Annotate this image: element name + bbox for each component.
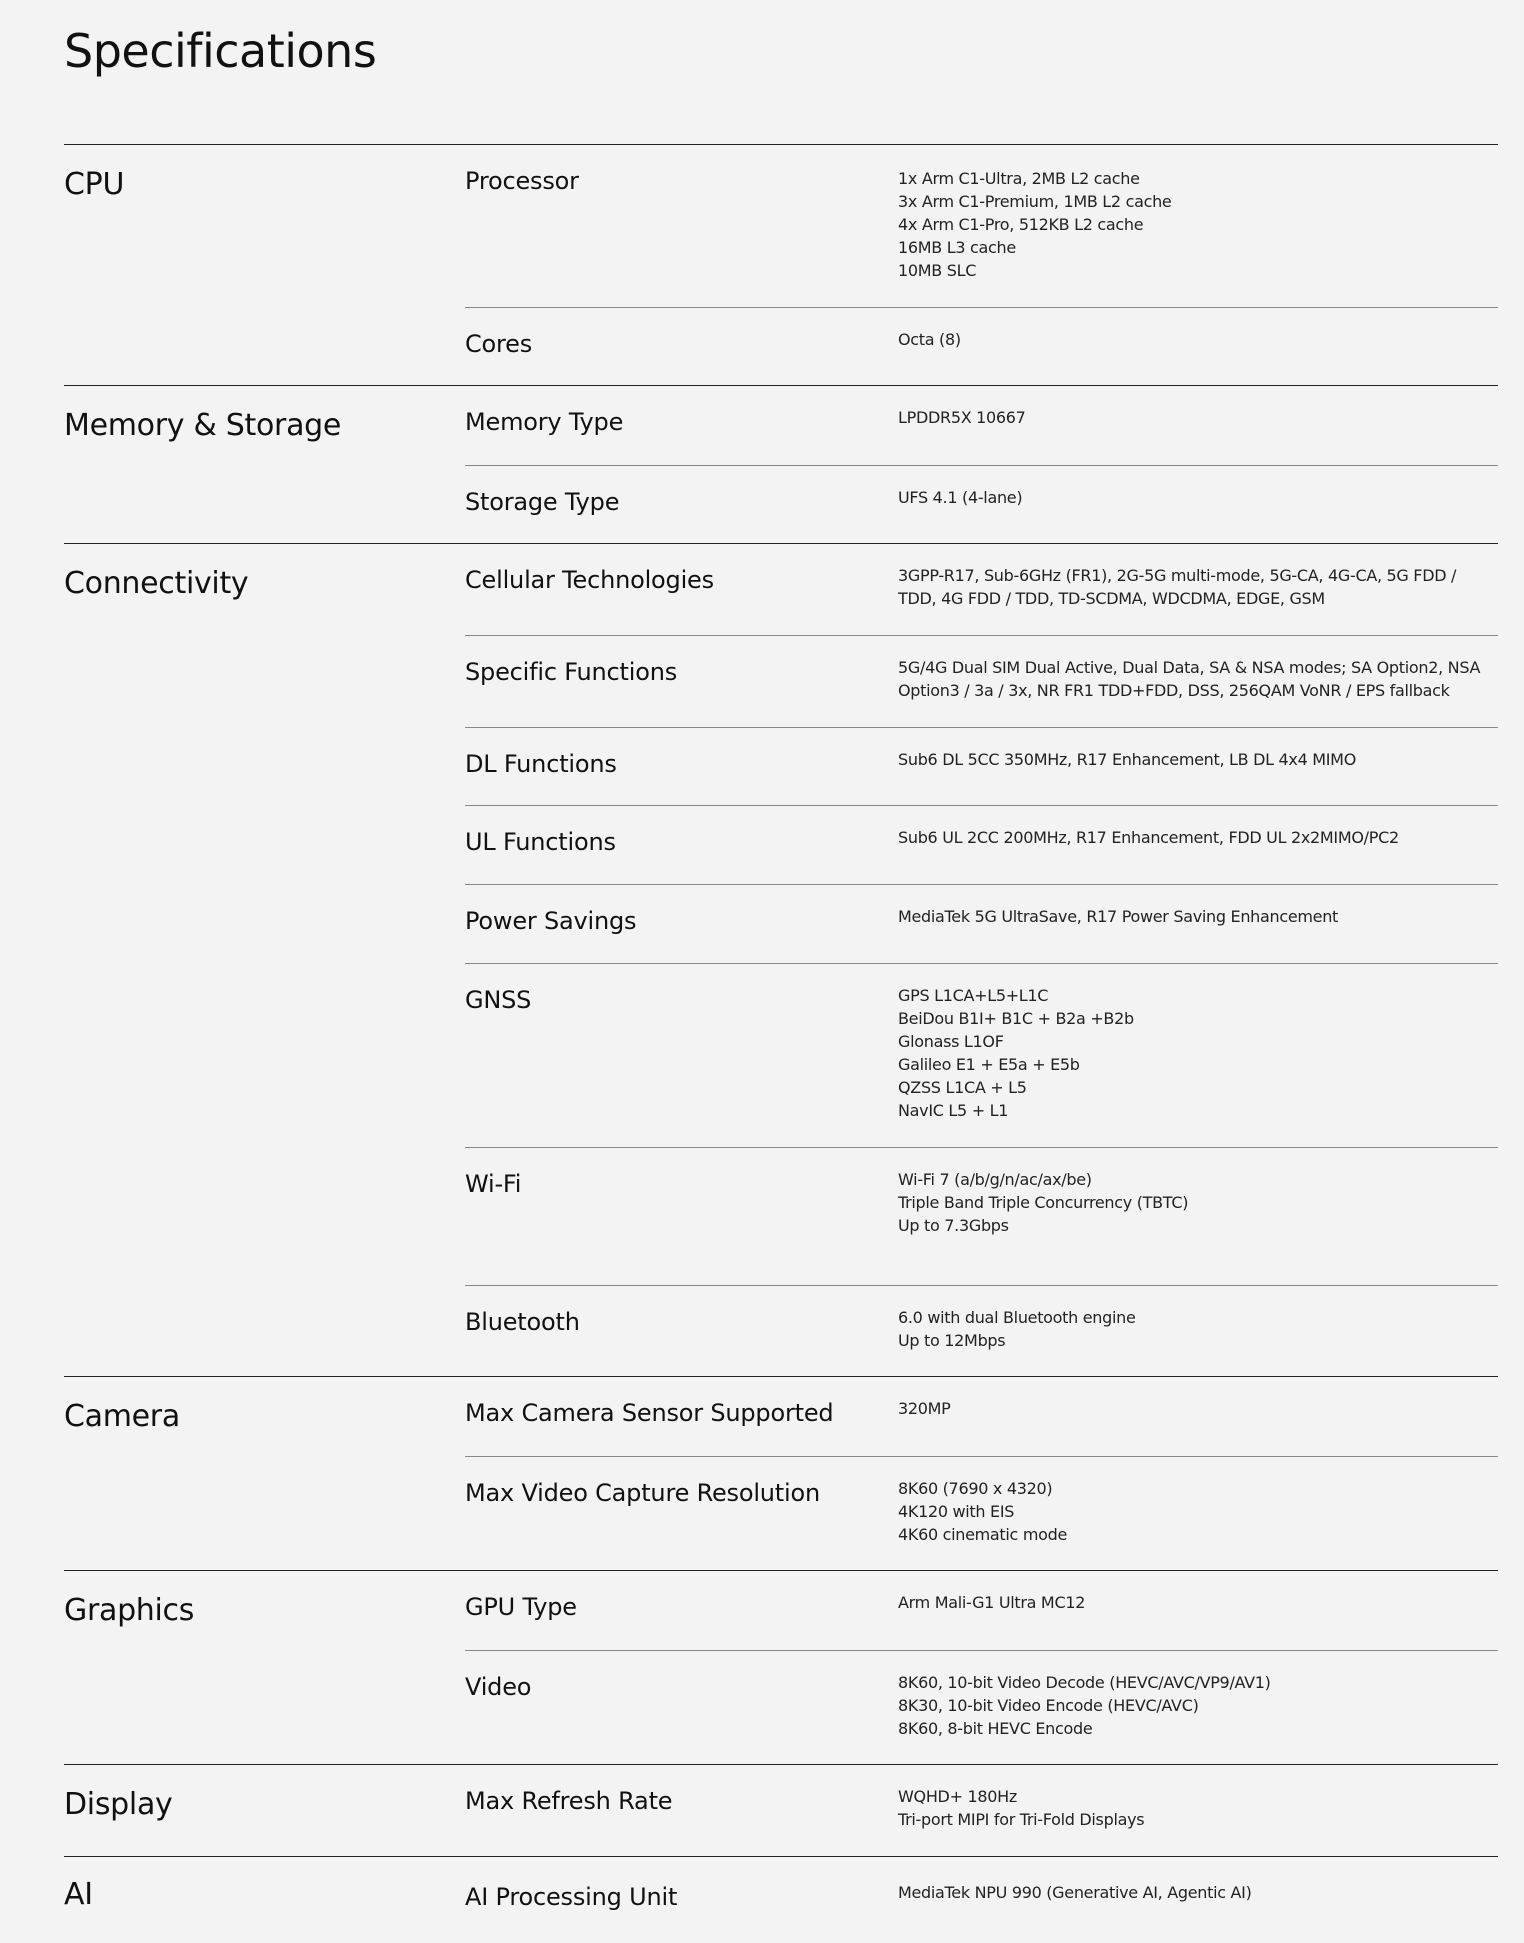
spec-value: 320MP [898,1399,951,1418]
spec-row-video [465,1650,1498,1765]
spec-value: LPDDR5X 10667 [898,408,1026,427]
spec-row-specific-functions [465,635,1498,727]
spec-label: Bluetooth [465,1308,580,1336]
spec-value: 5G/4G Dual SIM Dual Active, Dual Data, SA & NSA modes; SA Option2, NSA Option3 / 3a / 3x, NR FR1 TDD+FDD, DSS, 256QAM VoNR / EPS fallback [898,658,1481,700]
specifications-table [64,144,1498,1942]
spec-row-memory-type [465,386,1498,465]
spec-row-processor [465,145,1498,307]
section-name: Graphics [64,1593,195,1628]
section-ai [64,1856,1498,1942]
spec-row-cellular-technologies [465,544,1498,635]
spec-label: GNSS [465,986,532,1014]
spec-row-max-camera-sensor [465,1377,1498,1456]
spec-label: Wi-Fi [465,1170,522,1198]
spec-label: GPU Type [465,1593,577,1621]
spec-label: Processor [465,167,579,195]
section-rows [465,1571,1498,1764]
spec-label: Specific Functions [465,658,678,686]
spec-value: Octa (8) [898,330,961,349]
spec-value: MediaTek 5G UltraSave, R17 Power Saving Enhancement [898,907,1339,926]
section-name: Connectivity [64,566,249,601]
spec-row-power-savings [465,884,1498,963]
spec-row-ai-processing-unit [465,1857,1498,1943]
spec-label: UL Functions [465,828,616,856]
section-camera [64,1376,1498,1570]
spec-value: Wi-Fi 7 (a/b/g/n/ac/ax/be) Triple Band Triple Concurrency (TBTC) Up to 7.3Gbps [898,1170,1189,1235]
spec-value: UFS 4.1 (4-lane) [898,488,1023,507]
spec-row-max-video-capture [465,1456,1498,1571]
spec-value: MediaTek NPU 990 (Generative AI, Agentic AI) [898,1883,1252,1902]
section-connectivity [64,543,1498,1376]
spec-row-max-refresh-rate [465,1765,1498,1857]
spec-row-wifi [465,1147,1498,1285]
spec-row-ul-functions [465,805,1498,884]
spec-label: Max Camera Sensor Supported [465,1399,834,1427]
spec-value: WQHD+ 180Hz Tri-port MIPI for Tri-Fold Displays [898,1787,1145,1829]
section-name: CPU [64,167,125,202]
spec-label: Storage Type [465,488,620,516]
spec-value: 1x Arm C1-Ultra, 2MB L2 cache 3x Arm C1-Premium, 1MB L2 cache 4x Arm C1-Pro, 512KB L2 cache 16MB L3 cache 10MB SLC [898,169,1172,280]
spec-label: Memory Type [465,408,624,436]
spec-value: 8K60, 10-bit Video Decode (HEVC/AVC/VP9/AV1) 8K30, 10-bit Video Encode (HEVC/AVC) 8K60, 8-bit HEVC Encode [898,1673,1271,1738]
section-rows [465,544,1498,1376]
spec-row-dl-functions [465,727,1498,805]
spec-label: Video [465,1673,532,1701]
spec-value: Sub6 DL 5CC 350MHz, R17 Enhancement, LB DL 4x4 MIMO [898,750,1356,769]
section-name: AI [64,1877,93,1912]
spec-label: DL Functions [465,750,617,778]
section-cpu [64,144,1498,385]
section-name: Camera [64,1399,180,1434]
spec-value: 6.0 with dual Bluetooth engine Up to 12Mbps [898,1308,1136,1350]
section-name: Memory & Storage [64,408,342,443]
section-rows [465,386,1498,543]
spec-row-gpu-type [465,1571,1498,1650]
spec-value: GPS L1CA+L5+L1C BeiDou B1I+ B1C + B2a +B2b Glonass L1OF Galileo E1 + E5a + E5b QZSS L1CA + L5 NavIC L5 + L1 [898,986,1134,1120]
section-rows [465,1857,1498,1942]
section-rows [465,1765,1498,1856]
spec-value: 8K60 (7690 x 4320) 4K120 with EIS 4K60 cinematic mode [898,1479,1068,1544]
spec-label: Max Video Capture Resolution [465,1479,820,1507]
section-rows [465,145,1498,385]
section-name: Display [64,1787,173,1822]
page-title: Specifications [64,24,377,78]
spec-label: Cellular Technologies [465,566,714,594]
spec-row-storage-type [465,465,1498,544]
section-display [64,1764,1498,1856]
section-rows [465,1377,1498,1570]
spec-row-bluetooth [465,1285,1498,1377]
spec-row-gnss [465,963,1498,1147]
spec-value: Sub6 UL 2CC 200MHz, R17 Enhancement, FDD UL 2x2MIMO/PC2 [898,828,1399,847]
spec-label: Cores [465,330,533,358]
spec-value: 3GPP-R17, Sub-6GHz (FR1), 2G-5G multi-mode, 5G-CA, 4G-CA, 5G FDD / TDD, 4G FDD / TDD, TD-SCDMA, WDCDMA, EDGE, GSM [898,566,1457,608]
spec-label: Power Savings [465,907,637,935]
spec-value: Arm Mali-G1 Ultra MC12 [898,1593,1086,1612]
spec-row-cores [465,307,1498,386]
spec-label: Max Refresh Rate [465,1787,673,1815]
section-memory-storage [64,385,1498,543]
spec-label: AI Processing Unit [465,1883,678,1911]
section-graphics [64,1570,1498,1764]
